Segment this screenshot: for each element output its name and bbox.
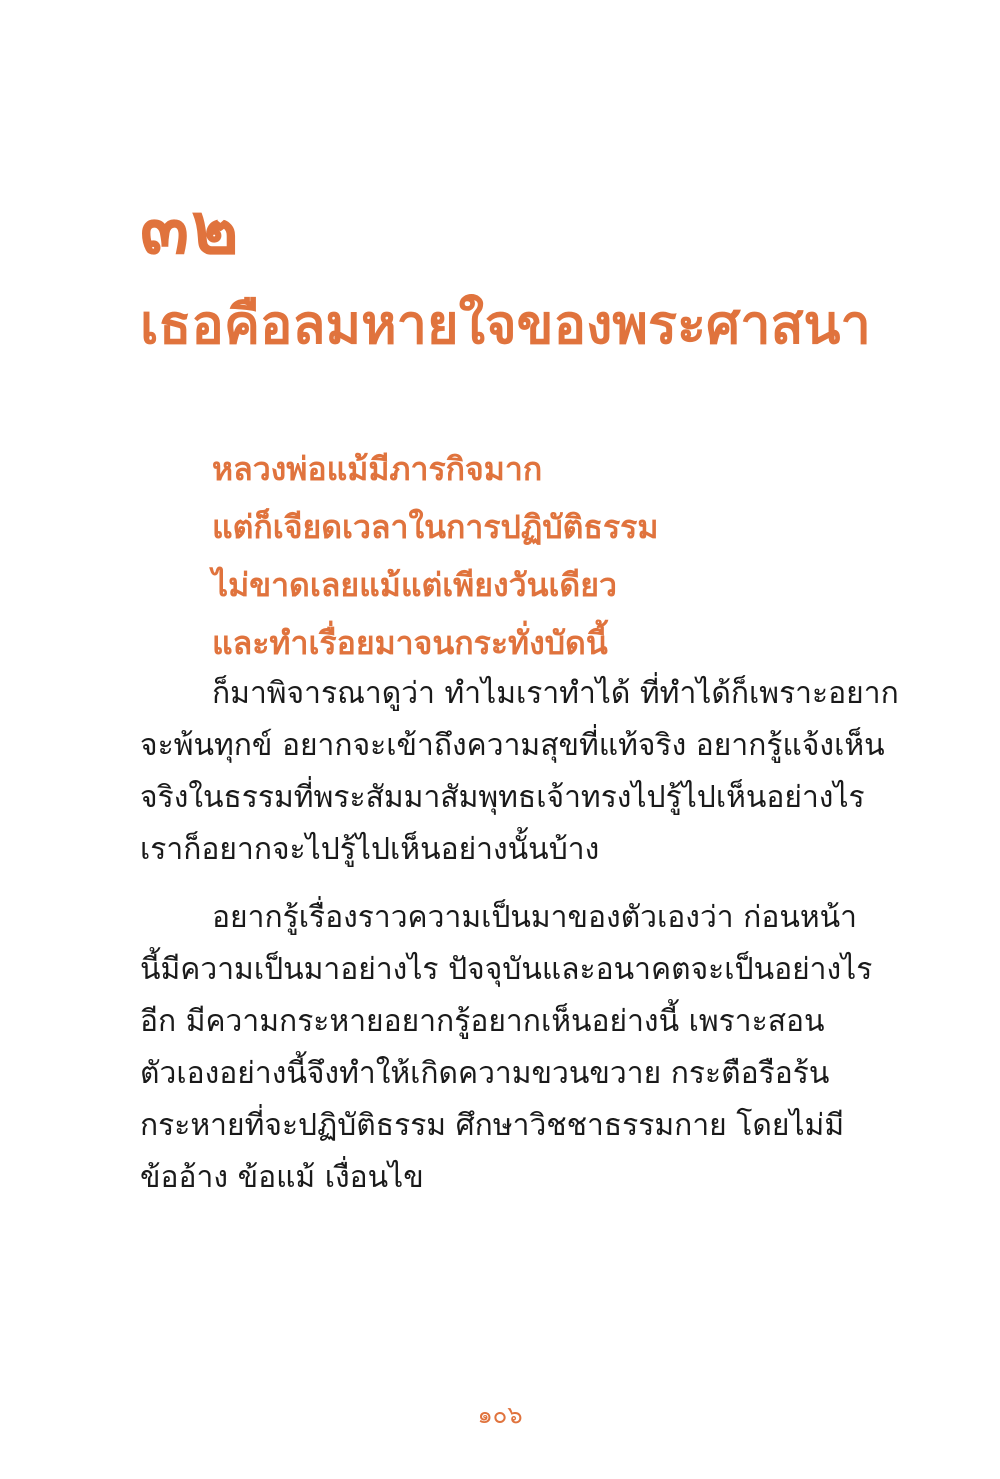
paragraph-line: เราก็อยากจะไปรู้ไปเห็นอย่างนั้นบ้าง bbox=[140, 832, 600, 867]
quote-line: และทำเรื่อยมาจนกระทั่งบัดนี้ bbox=[212, 624, 608, 662]
paragraph bbox=[140, 668, 899, 876]
body-text bbox=[140, 668, 899, 1220]
paragraph bbox=[140, 892, 873, 1204]
paragraph-line: จริงในธรรมที่พระสัมมาสัมพุทธเจ้าทรงไปรู้ไปเห็นอย่างไร bbox=[140, 780, 865, 815]
paragraph-line: นี้มีความเป็นมาอย่างไร ปัจจุบันและอนาคตจะเป็นอย่างไร bbox=[140, 952, 873, 987]
quote-line: หลวงพ่อแม้มีภารกิจมาก bbox=[212, 450, 543, 488]
page-number: ๑๐๖ bbox=[477, 1401, 523, 1429]
paragraph-line: จะพ้นทุกข์ อยากจะเข้าถึงความสุขที่แท้จริง อยากรู้แจ้งเห็น bbox=[140, 728, 885, 763]
paragraph-line: อีก มีความกระหายอยากรู้อยากเห็นอย่างนี้ เพราะสอน bbox=[140, 1004, 825, 1039]
paragraph-line: ตัวเองอย่างนี้จึงทำให้เกิดความขวนขวาย กระตือรือร้น bbox=[140, 1056, 830, 1091]
paragraph-line: กระหายที่จะปฏิบัติธรรม ศึกษาวิชชาธรรมกาย โดยไม่มี bbox=[140, 1108, 845, 1143]
quote-line: แต่ก็เจียดเวลาในการปฏิบัติธรรม bbox=[212, 508, 659, 546]
paragraph-line: ข้ออ้าง ข้อแม้ เงื่อนไข bbox=[140, 1160, 424, 1195]
quote-line: ไม่ขาดเลยแม้แต่เพียงวันเดียว bbox=[212, 566, 617, 604]
paragraph-line: อยากรู้เรื่องราวความเป็นมาของตัวเองว่า ก่อนหน้า bbox=[212, 900, 857, 935]
chapter-title: เธอคือลมหายใจของพระศาสนา bbox=[140, 292, 871, 356]
paragraph-line: ก็มาพิจารณาดูว่า ทำไมเราทำได้ ที่ทำได้ก็เพราะอยาก bbox=[212, 676, 899, 711]
highlight-quote bbox=[212, 440, 852, 672]
chapter-number: ๓๒ bbox=[140, 185, 241, 270]
